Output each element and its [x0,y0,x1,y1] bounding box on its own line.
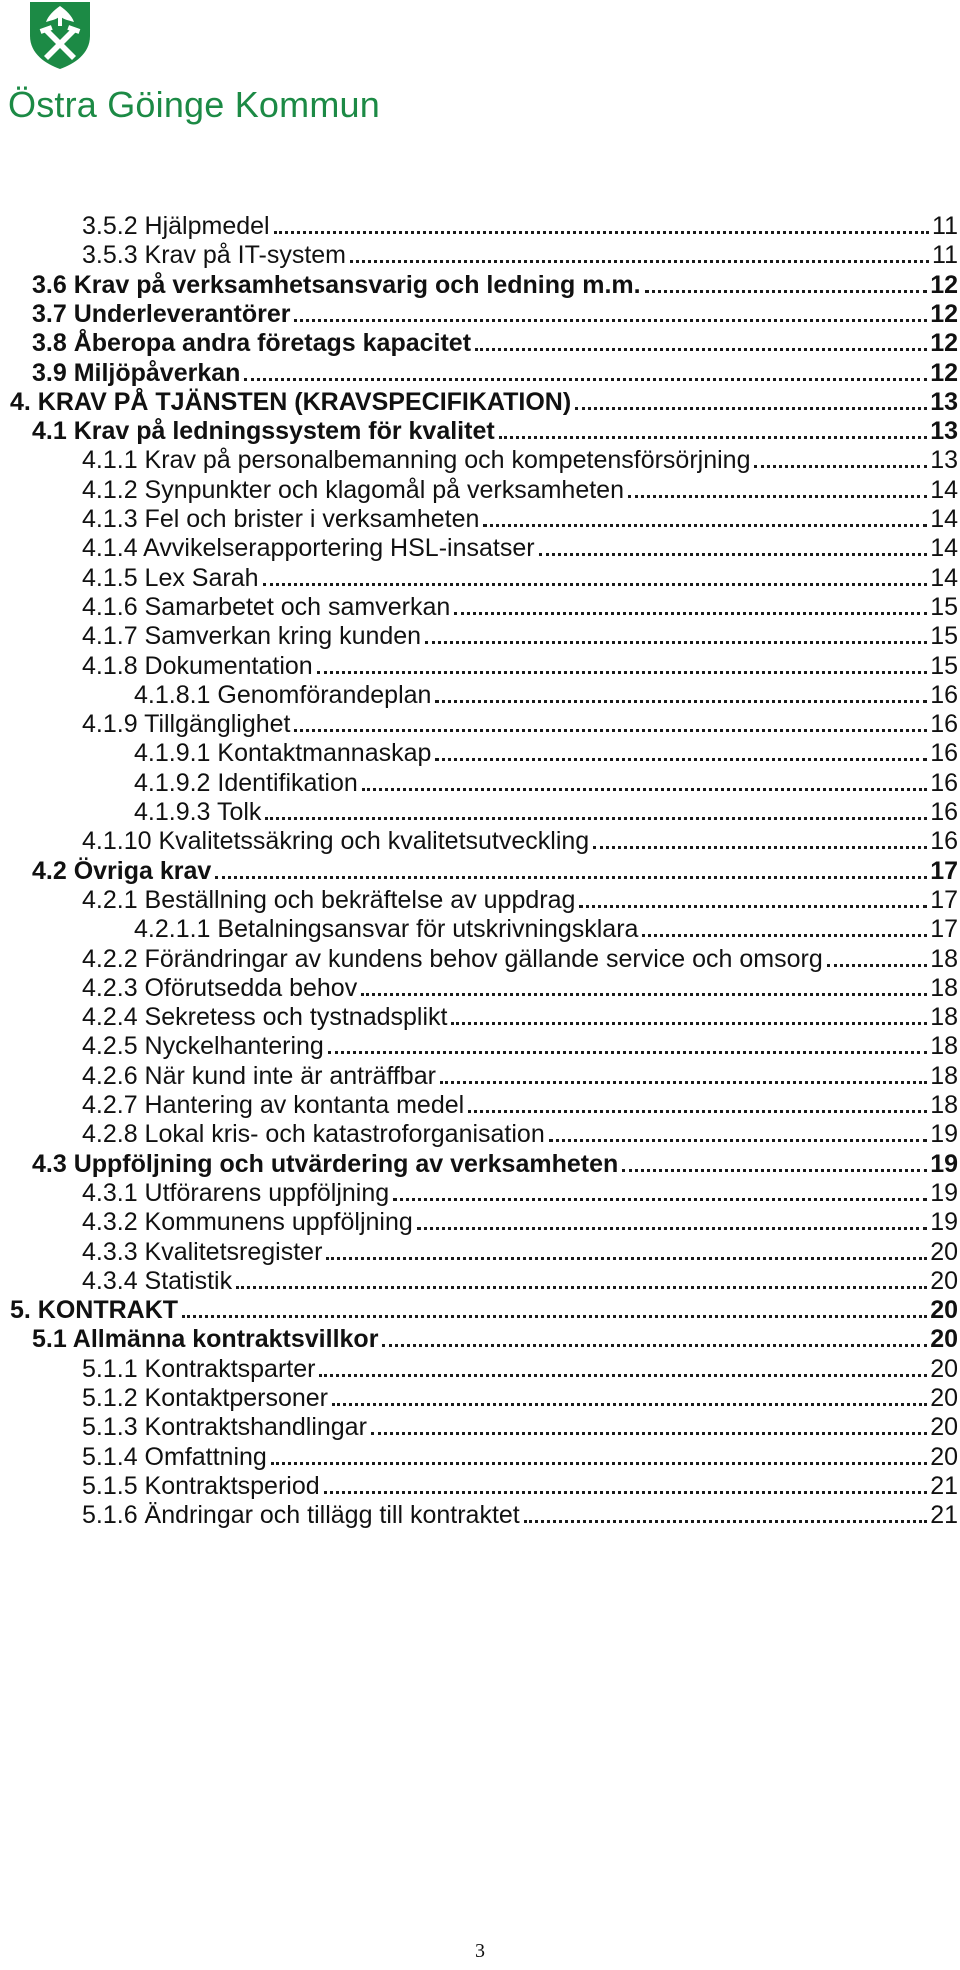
toc-entry-page: 14 [930,534,958,563]
toc-entry-label: 4.2.7 Hantering av kontanta medel [82,1091,465,1119]
toc-entry-label: 4.2.1 Beställning och bekräftelse av uppdrag [82,885,576,914]
toc-entry-label: 4.1.1 Krav på personalbemanning och kompetensförsörjning [82,446,751,475]
toc-entry-label: 4.2.4 Sekretess och tystnadsplikt [82,1003,448,1032]
toc-entry-label: 4. KRAV PÅ TJÄNSTEN (KRAVSPECIFIKATION) [10,387,572,416]
toc-entry-page: 20 [930,1413,958,1442]
toc-entry-label: 5.1.4 Omfattning [82,1442,267,1471]
toc-entry-label: 3.6 Krav på verksamhetsansvarig och ledning m.m. [32,270,641,299]
toc-entry-label: 4.1.9.1 Kontaktmannaskap [134,739,432,768]
toc-entry-label: 4.2.5 Nyckelhantering [82,1032,324,1061]
toc-entry-page: 15 [930,651,958,680]
toc-entry-page: 15 [930,622,958,651]
toc-entry-label: 4.1.8 Dokumentation [82,651,313,680]
toc-entry-page: 20 [930,1354,958,1383]
toc-entry-label: 4.1.5 Lex Sarah [82,563,259,592]
toc-entry-page: 19 [930,1178,958,1207]
toc-entry-label: 4.1.7 Samverkan kring kunden [82,622,422,651]
toc-entry-label: 4.3 Uppföljning och utvärdering av verksamheten [32,1149,619,1178]
toc-entry-label: 3.7 Underleverantörer [32,299,291,328]
toc-dot-leader [524,1520,927,1523]
toc-entry-label: 4.1.9 Tillgänglighet [82,710,291,739]
toc-entry-page: 20 [930,1384,958,1412]
toc-entry-label: 4.2.3 Oförutsedda behov [82,973,358,1002]
toc-entry-page: 12 [930,270,958,299]
toc-entry-page: 19 [930,1208,958,1237]
coat-of-arms-icon [28,0,92,70]
toc-entry-label: 4.1.8.1 Genomförandeplan [134,680,432,709]
toc-entry-page: 11 [932,241,958,270]
toc-entry-label: 4.1.4 Avvikelserapportering HSL-insatser [82,534,535,563]
toc-entry-label: 5.1 Allmänna kontraktsvillkor [32,1325,379,1354]
toc-entry-label: 4.1 Krav på ledningssystem för kvalitet [32,417,495,446]
toc-entry-page: 16 [930,798,958,826]
toc-entry-label: 5.1.6 Ändringar och tillägg till kontraktet [82,1501,520,1530]
toc-entry-page: 17 [930,856,958,885]
toc-entry-page: 21 [930,1471,958,1500]
toc-entry[interactable] [82,1492,958,1530]
toc-entry-label: 3.5.3 Krav på IT-system [82,241,346,270]
toc-entry-page: 20 [930,1296,958,1325]
document-header [0,0,380,125]
toc-entry-label: 4.1.9.3 Tolk [134,798,262,826]
toc-entry-page: 15 [930,592,958,621]
toc-entry-label: 3.9 Miljöpåverkan [32,358,241,387]
toc-entry-page: 14 [930,563,958,592]
toc-entry-page: 12 [930,358,958,387]
toc-entry-page: 16 [930,827,958,856]
toc-entry-label: 4.2.8 Lokal kris- och katastroforganisation [82,1120,545,1149]
toc-entry-page: 20 [930,1266,958,1295]
toc-entry-page: 16 [930,680,958,709]
toc-entry-label: 5.1.1 Kontraktsparter [82,1354,316,1383]
toc-entry-page: 12 [930,329,958,358]
toc-entry-page: 13 [930,387,958,416]
toc-entry-page: 14 [930,505,958,533]
toc-entry-page: 14 [930,475,958,504]
toc-entry-page: 16 [930,768,958,797]
toc-entry-label: 4.1.2 Synpunkter och klagomål på verksamheten [82,475,624,504]
toc-entry-page: 16 [930,739,958,768]
toc-entry-label: 4.2.6 När kund inte är anträffbar [82,1061,436,1090]
toc-entry-page: 11 [932,212,958,240]
toc-entry-page: 13 [930,446,958,475]
toc-entry-page: 18 [930,973,958,1002]
toc-entry-page: 18 [930,944,958,973]
toc-entry-label: 4.3.3 Kvalitetsregister [82,1237,323,1266]
toc-entry-label: 4.1.10 Kvalitetssäkring och kvalitetsutveckling [82,827,590,856]
toc-entry-label: 5. KONTRAKT [10,1296,179,1325]
toc-entry-page: 18 [930,1003,958,1032]
toc-entry-label: 4.2.2 Förändringar av kundens behov gällande service och omsorg [82,944,823,973]
toc-entry-label: 5.1.2 Kontaktpersoner [82,1384,328,1412]
toc-entry-label: 5.1.3 Kontraktshandlingar [82,1413,367,1442]
toc-entry-page: 19 [930,1149,958,1178]
toc-entry-label: 5.1.5 Kontraktsperiod [82,1471,320,1500]
toc-entry-label: 4.2 Övriga krav [32,856,212,885]
toc-entry-page: 18 [930,1061,958,1090]
toc-entry-label: 4.3.1 Utförarens uppföljning [82,1178,390,1207]
toc-entry-page: 21 [930,1501,958,1530]
toc-entry-page: 16 [930,710,958,739]
toc-entry-label: 3.8 Åberopa andra företags kapacitet [32,329,472,358]
toc-entry-page: 20 [930,1237,958,1266]
toc-entry-page: 18 [930,1091,958,1119]
toc-entry-label: 4.1.3 Fel och brister i verksamheten [82,505,480,533]
toc-entry-page: 19 [930,1120,958,1149]
toc-entry-label: 4.1.9.2 Identifikation [134,768,358,797]
toc-entry-page: 18 [930,1032,958,1061]
toc-entry-page: 20 [930,1325,958,1354]
page-number: 3 [475,1940,485,1962]
toc-entry-label: 4.2.1.1 Betalningsansvar för utskrivningsklara [134,915,639,944]
toc-entry-page: 17 [930,915,958,944]
toc-entry-page: 12 [930,299,958,328]
toc-entry-label: 3.5.2 Hjälpmedel [82,212,270,240]
toc-entry-page: 17 [930,885,958,914]
toc-entry-label: 4.3.4 Statistik [82,1266,233,1295]
toc-entry-page: 20 [930,1442,958,1471]
organization-name: Östra Göinge Kommun [8,84,380,125]
toc-entry-label: 4.1.6 Samarbetet och samverkan [82,592,451,621]
toc-entry-page: 13 [930,417,958,446]
toc-entry-label: 4.3.2 Kommunens uppföljning [82,1208,413,1237]
